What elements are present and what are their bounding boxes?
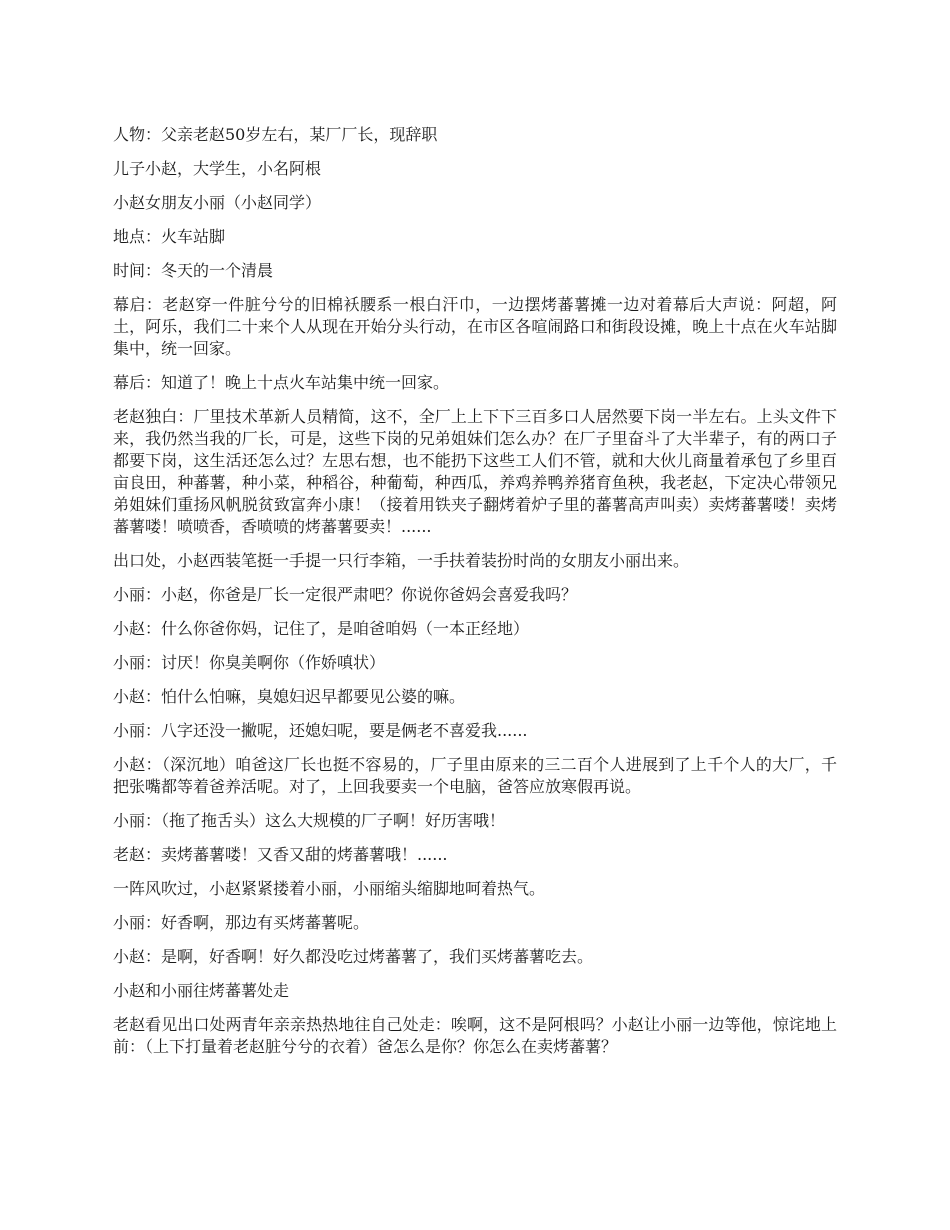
paragraph-dialogue: 小丽：（拖了拖舌头）这么大规模的厂子啊！好历害哦！ xyxy=(113,811,506,830)
paragraph-characters-girlfriend: 小赵女朋友小丽（小赵同学） xyxy=(113,193,322,212)
paragraph-dialogue: 小丽：好香啊，那边有买烤蕃薯呢。 xyxy=(113,913,370,932)
paragraph-stage-direction: 小赵和小丽往烤蕃薯处走 xyxy=(113,981,290,1000)
paragraph-location: 地点：火车站脚 xyxy=(113,227,226,246)
paragraph-time: 时间：冬天的一个清晨 xyxy=(113,261,274,280)
paragraph-dialogue: 小赵：怕什么怕嘛，臭媳妇迟早都要见公婆的嘛。 xyxy=(113,687,466,706)
paragraph-exit-scene: 出口处，小赵西装笔挺一手提一只行李箱，一手扶着装扮时尚的女朋友小丽出来。 xyxy=(113,551,690,570)
paragraph-stage-direction: 一阵风吹过，小赵紧紧搂着小丽，小丽缩头缩脚地呵着热气。 xyxy=(113,879,546,898)
paragraph-dialogue: 小赵：什么你爸你妈，记住了，是咱爸咱妈（一本正经地） xyxy=(113,619,530,638)
document-body xyxy=(113,124,837,1070)
paragraph-dialogue: 小赵：（深沉地）咱爸这厂长也挺不容易的，厂子里由原来的三二百个人进展到了上千个人的大厂，千把张嘴都等着爸养活呢。对了，上回我要卖一个电脑，爸答应放寒假再说。 xyxy=(113,755,837,796)
paragraph-dialogue: 小丽：八字还没一撇呢，还媳妇呢，要是俩老不喜爱我...... xyxy=(113,721,528,740)
paragraph-characters-father: 人物：父亲老赵50岁左右，某厂厂长，现辞职 xyxy=(113,125,438,144)
paragraph-monologue: 老赵独白：厂里技术革新人员精简，这不，全厂上上下下三百多口人居然要下岗一半左右。上头文件下来，我仍然当我的厂长，可是，这些下岗的兄弟姐妹们怎么办？在厂子里奋斗了大半辈子，有的两口子都要下岗，这生活还怎么过？左思右想，也不能扔下这些工人们不管，就和大伙儿商量着承包了乡里百亩良田，种蕃薯，种小菜，种稻谷，种葡萄，种西瓜，养鸡养鸭养猪育鱼秧，我老赵，下定决心带领兄弟姐妹们重扬风帆脱贫致富奔小康！（接着用铁夹子翻烤着炉子里的蕃薯高声叫卖）卖烤蕃薯喽！卖烤蕃薯喽！喷喷香，香喷喷的烤蕃薯要卖！...... xyxy=(113,407,837,536)
paragraph-offstage: 幕后：知道了！晚上十点火车站集中统一回家。 xyxy=(113,373,450,392)
paragraph-curtain-up: 幕启：老赵穿一件脏兮兮的旧棉袄腰系一根白汗巾，一边摆烤蕃薯摊一边对着幕后大声说：阿超，阿土，阿乐，我们二十来个人从现在开始分头行动，在市区各喧闹路口和街段设摊，晚上十点在火车站脚集中，统一回家。 xyxy=(113,295,837,358)
paragraph-dialogue: 老赵看见出口处两青年亲亲热热地往自己处走：唉啊，这不是阿根吗？小赵让小丽一边等他，惊诧地上前：（上下打量着老赵脏兮兮的衣着）爸怎么是你？你怎么在卖烤蕃薯？ xyxy=(113,1015,837,1056)
paragraph-dialogue: 老赵：卖烤蕃薯喽！又香又甜的烤蕃薯哦！...... xyxy=(113,845,448,864)
paragraph-characters-son: 儿子小赵，大学生，小名阿根 xyxy=(113,159,322,178)
paragraph-dialogue: 小丽：小赵，你爸是厂长一定很严肃吧？你说你爸妈会喜爱我吗？ xyxy=(113,585,578,604)
paragraph-dialogue: 小赵：是啊，好香啊！好久都没吃过烤蕃薯了，我们买烤蕃薯吃去。 xyxy=(113,947,594,966)
paragraph-dialogue: 小丽：讨厌！你臭美啊你（作娇嗔状） xyxy=(113,653,386,672)
